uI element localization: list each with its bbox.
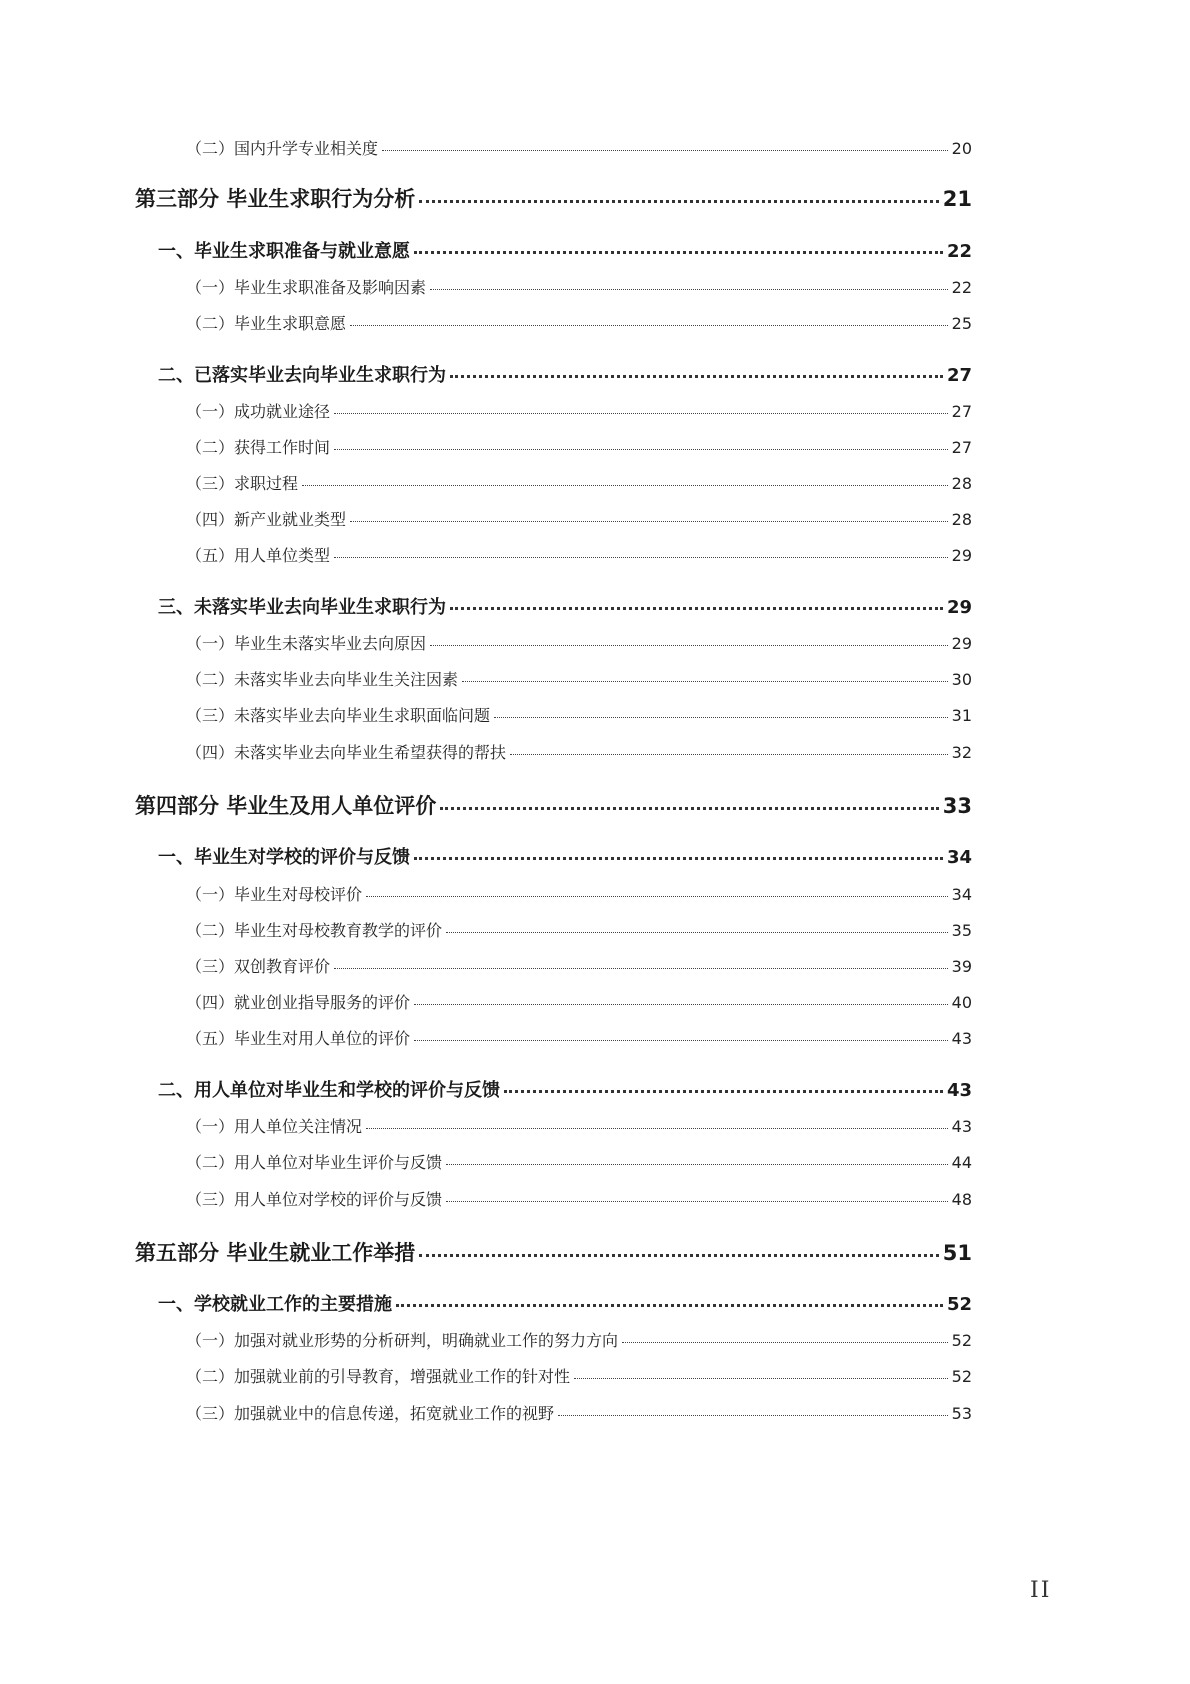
dot-leader [574,1378,948,1379]
toc-entry-sub[interactable] [186,471,972,494]
toc-entry-title: （一）加强对就业形势的分析研判，明确就业工作的努力方向 [186,1331,619,1350]
dot-leader [334,449,948,450]
toc-entry-title: （二）毕业生对母校教育教学的评价 [186,921,443,940]
toc-entry-title: （四）未落实毕业去向毕业生希望获得的帮扶 [186,743,507,762]
toc-entry-section[interactable] [158,1076,972,1102]
toc-entry-title: （五）毕业生对用人单位的评价 [186,1029,411,1048]
toc-entry-page-number: 40 [951,993,972,1012]
toc-entry-sub[interactable] [186,918,972,941]
toc-entry-sub[interactable] [186,990,972,1013]
dot-leader [430,289,948,290]
toc-entry-sub[interactable] [186,631,972,654]
toc-entry-sub[interactable] [186,1026,972,1049]
dot-leader [302,485,948,486]
dot-leader [510,754,948,755]
dot-leader [440,807,938,810]
toc-entry-sub[interactable] [186,399,972,422]
toc-entry-sub[interactable] [186,954,972,977]
toc-entry-page-number: 43 [951,1117,972,1136]
toc-entry-title: 第三部分 毕业生求职行为分析 [135,187,416,211]
dot-leader [334,968,948,969]
toc-entry-section[interactable] [158,843,972,869]
toc-entry-title: （二）获得工作时间 [186,438,331,457]
toc-entry-title: 一、学校就业工作的主要措施 [158,1294,392,1315]
toc-entry-title: 一、毕业生对学校的评价与反馈 [158,847,410,868]
toc-entry-title: （三）加强就业中的信息传递，拓宽就业工作的视野 [186,1404,555,1423]
toc-entry-page-number: 52 [946,1294,972,1315]
toc-entry-sub[interactable] [186,1364,972,1387]
toc-entry-page-number: 51 [942,1241,972,1265]
toc-entry-title: 一、毕业生求职准备与就业意愿 [158,241,410,262]
page-number: II [1030,1578,1052,1603]
toc-entry-sub[interactable] [186,543,972,566]
toc-entry-part[interactable] [135,183,972,213]
toc-entry-page-number: 53 [951,1404,972,1423]
toc-entry-part[interactable] [135,790,972,820]
toc-entry-page-number: 22 [946,241,972,262]
toc-entry-title: （一）用人单位关注情况 [186,1117,363,1136]
toc-entry-title: 第四部分 毕业生及用人单位评价 [135,794,437,818]
toc-entry-page-number: 27 [946,365,972,386]
toc-entry-section[interactable] [158,237,972,263]
dot-leader [396,1304,943,1307]
dot-leader [414,1040,948,1041]
toc-entry-title: （三）未落实毕业去向毕业生求职面临问题 [186,706,491,725]
toc-entry-title: （一）成功就业途径 [186,402,331,421]
dot-leader [419,1254,938,1257]
toc-entry-title: （一）毕业生未落实毕业去向原因 [186,634,427,653]
toc-entry-page-number: 31 [951,706,972,725]
toc-entry-page-number: 27 [951,438,972,457]
toc-entry-title: （四）新产业就业类型 [186,510,347,529]
toc-entry-title: （三）用人单位对学校的评价与反馈 [186,1190,443,1209]
dot-leader [366,896,948,897]
toc-entry-part[interactable] [135,1237,972,1267]
toc-entry-page-number: 28 [951,474,972,493]
toc-entry-page-number: 22 [951,278,972,297]
dot-leader [334,413,948,414]
toc-entry-page-number: 44 [951,1153,972,1172]
toc-entry-title: 三、未落实毕业去向毕业生求职行为 [158,597,446,618]
toc-entry-page-number: 52 [951,1331,972,1350]
dot-leader [430,645,948,646]
dot-leader [382,150,948,151]
toc-entry-sub[interactable] [186,882,972,905]
dot-leader [414,251,943,254]
toc-entry-sub[interactable] [186,435,972,458]
toc-entry-title: （五）用人单位类型 [186,546,331,565]
toc-entry-page-number: 35 [951,921,972,940]
dot-leader [414,1004,948,1005]
toc-entry-page-number: 29 [946,597,972,618]
toc-entry-page-number: 34 [946,847,972,868]
dot-leader [419,200,938,203]
toc-entry-page-number: 48 [951,1190,972,1209]
toc-entry-title: （一）毕业生求职准备及影响因素 [186,278,427,297]
toc-entry-sub[interactable] [186,275,972,298]
toc-entry-title: （二）用人单位对毕业生评价与反馈 [186,1153,443,1172]
toc-entry-page-number: 29 [951,634,972,653]
toc-entry-page-number: 29 [951,546,972,565]
toc-entry-title: 二、已落实毕业去向毕业生求职行为 [158,365,446,386]
toc-entry-title: （二）未落实毕业去向毕业生关注因素 [186,670,459,689]
dot-leader [462,681,948,682]
toc-entry-section[interactable] [158,593,972,619]
toc-entry-sub[interactable] [186,1187,972,1210]
dot-leader [446,932,948,933]
toc-entry-title: （二）毕业生求职意愿 [186,314,347,333]
toc-entry-page-number: 28 [951,510,972,529]
dot-leader [446,1164,948,1165]
toc-entry-page-number: 43 [951,1029,972,1048]
toc-entry-page-number: 43 [946,1080,972,1101]
toc-entry-sub[interactable] [186,740,972,763]
toc-entry-sub[interactable] [186,1401,972,1424]
toc-entry-title: （二）国内升学专业相关度 [186,139,379,158]
toc-entry-page-number: 21 [942,187,972,211]
toc-entry-page-number: 32 [951,743,972,762]
toc-entry-sub[interactable] [186,311,972,334]
dot-leader [446,1201,948,1202]
toc-entry-title: 二、用人单位对毕业生和学校的评价与反馈 [158,1080,500,1101]
dot-leader [350,521,948,522]
dot-leader [558,1415,948,1416]
toc-entry-title: （三）求职过程 [186,474,299,493]
toc-entry-page-number: 34 [951,885,972,904]
toc-entry-page-number: 39 [951,957,972,976]
dot-leader [504,1090,943,1093]
toc-entry-page-number: 27 [951,402,972,421]
dot-leader [450,375,943,378]
toc-entry-sub[interactable] [186,667,972,690]
toc-entry-title: （四）就业创业指导服务的评价 [186,993,411,1012]
dot-leader [334,557,948,558]
toc-entry-sub[interactable] [186,1114,972,1137]
toc-entry-title: （二）加强就业前的引导教育，增强就业工作的针对性 [186,1367,571,1386]
toc-entry-page-number: 25 [951,314,972,333]
dot-leader [366,1128,948,1129]
toc-entry-sub[interactable] [186,1328,972,1351]
toc-entry-page-number: 30 [951,670,972,689]
toc-entry-page-number: 20 [951,139,972,158]
toc-entry-section[interactable] [158,1290,972,1316]
toc-entry-page-number: 52 [951,1367,972,1386]
toc-entry-sub[interactable] [186,507,972,530]
toc-entry-sub[interactable] [186,1150,972,1173]
toc-entry-title: （一）毕业生对母校评价 [186,885,363,904]
dot-leader [622,1342,948,1343]
dot-leader [414,857,943,860]
toc-entry-sub[interactable] [186,703,972,726]
toc-entry-sub[interactable] [186,136,972,159]
toc-entry-section[interactable] [158,361,972,387]
toc-entry-title: 第五部分 毕业生就业工作举措 [135,1241,416,1265]
dot-leader [450,607,943,610]
dot-leader [350,325,948,326]
dot-leader [494,717,948,718]
toc-entry-page-number: 33 [942,794,972,818]
toc-entry-title: （三）双创教育评价 [186,957,331,976]
